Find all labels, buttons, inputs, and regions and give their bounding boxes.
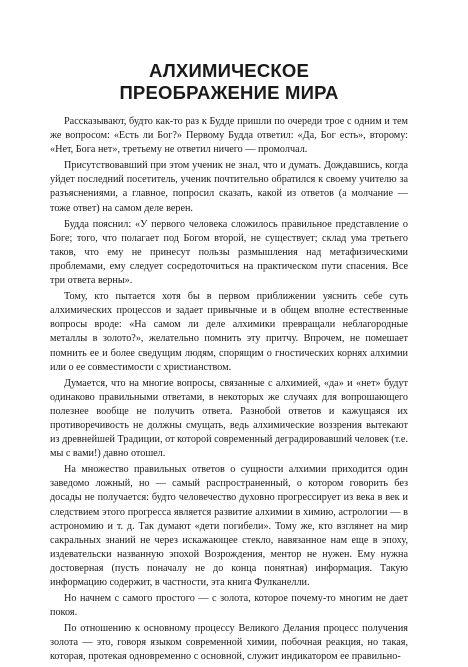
paragraph: Но начнем с самого простого — с золота, которое почему-то многим не дает покоя.	[50, 593, 408, 619]
paragraph: Рассказывают, будто как-то раз к Будде пришли по очереди трое с одним и тем же вопросом: «Есть ли Бог?» Первому Будда ответил: «Да, Бог есть», второму: «Нет, Бога нет», третьему не ответил ничего — промолчал.	[50, 116, 408, 156]
paragraph: Думается, что на многие вопросы, связанные с алхимией, «да» и «нет» будут одинаково правильными ответами, в некоторых же случаях для вопрошающего полезнее вообще не получить ответа. Разнобой ответов и кажущаяся их противоречивость не должны смущать, ведь алхимические воззрения вытекают из древнейшей Традиции, от которой современный деградировавший человек (т.е. мы с вами!) давно отошел.	[50, 377, 408, 460]
chapter-title-line-1: АЛХИМИЧЕСКОЕ	[148, 60, 310, 81]
book-page	[50, 60, 408, 667]
paragraph: Присутствовавший при этом ученик не знал, что и думать. Дождавшись, когда уйдет последний посетитель, ученик почтительно обратился к своему учителю за разъяснениями, а главное, попросил сказать, какой из ответов (а молчание — тоже ответ) на самом деле верен.	[50, 160, 408, 214]
chapter-body	[50, 115, 408, 665]
paragraph: Будда пояснил: «У первого человека сложилось правильное представление о Боге; того, что полагает под Богом второй, не существует; склад ума третьего таков, что ему не принесут пользы размышления над метафизическими проблемами, ему следует сосредоточиться на практическом пути спасения. Все три ответа верны».	[50, 218, 408, 287]
paragraph: По отношению к основному процессу Великого Делания процесс получения золота — это, говоря языком современной химии, побочная реакция, но такая, которая, протекая одновременно с основной, служит индикатором ее правильно-	[50, 623, 408, 663]
chapter-title	[50, 60, 408, 104]
chapter-title-line-2: ПРЕОБРАЖЕНИЕ МИРА	[119, 82, 339, 103]
paragraph: Тому, кто пытается хотя бы в первом приближении уяснить себе суть алхимических процессов и задает привычные и в общем вполне естественные вопросы вроде: «На самом ли деле алхимики превращали неблагородные металлы в золото?», желательно помнить эту притчу. Впрочем, не помешает помнить ее и более сведущим людям, спорящим о гностических корнях алхимии или о ее совместимости с христианством.	[50, 291, 408, 373]
paragraph: На множество правильных ответов о сущности алхимии приходится один заведомо ложный, но — самый распространенный, о котором говорить без досады не получается: будто человечество духовно прогрессирует из века в век и следствием этого прогресса является развитие алхимии в химию, астрологии — в астрономию и т. д. Так думают «дети погибели». Тому же, кто взглянет на мир сакральных знаний не через искажающее стекло, навязанное нам еще в эпоху, издевательски названную эпохой Возрождения, ментор не нужен. Ему нужна достоверная (пусть поначалу не до конца понятная) информация. Такую информацию содержит, в частности, эта книга Фулканелли.	[50, 464, 408, 588]
